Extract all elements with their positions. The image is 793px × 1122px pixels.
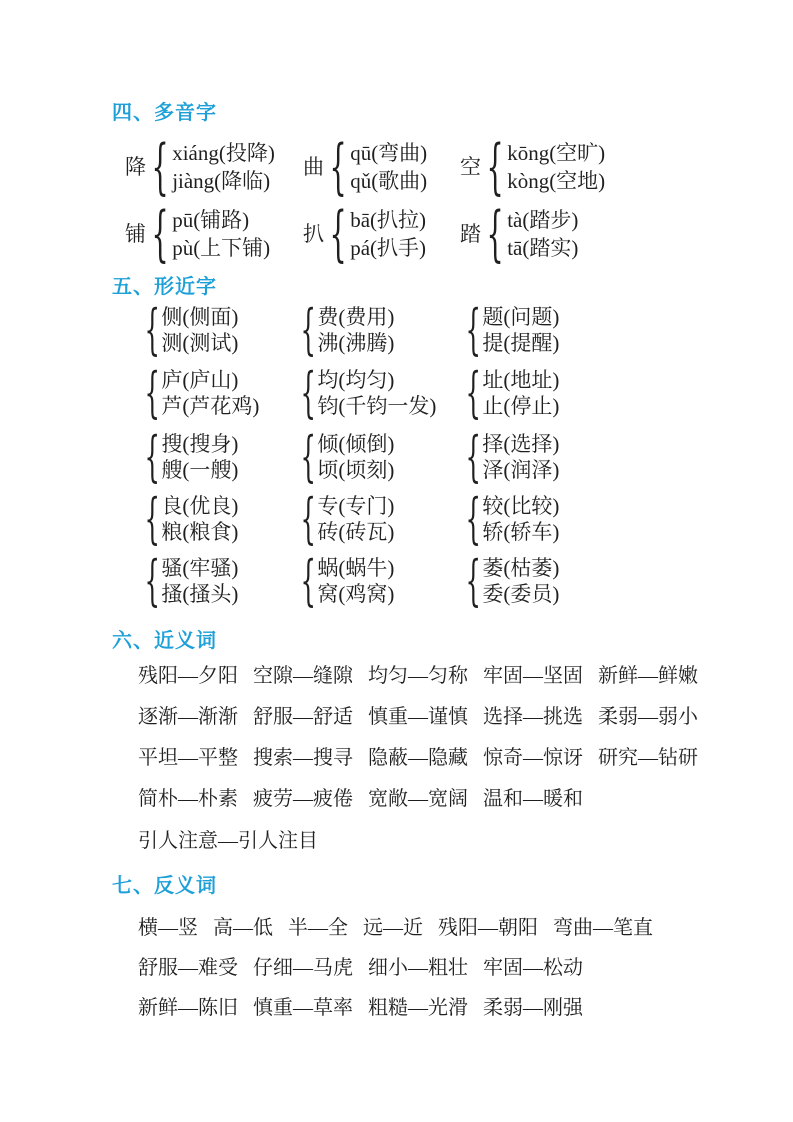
pronunciation-stack [507,206,578,262]
similar-pair-stack [317,555,394,607]
similar-word-line: 顷(顷刻) [317,458,395,482]
base-character: 降 [125,155,146,179]
similar-word-line: 提(提醒) [482,331,560,355]
similar-pair-entry [462,487,560,550]
pronunciation-stack [350,139,427,195]
similar-word-line: 委(委员) [482,582,560,606]
brace-glyph: { [465,425,481,488]
section-title-synonyms: 六、近义词 [112,630,217,652]
similar-word-line: 良(优良) [161,494,239,518]
base-character: 铺 [125,222,146,246]
synonym-line: 引人注意—引人注目 [138,830,318,852]
similar-pair-stack [482,304,559,356]
similar-pair-stack [161,367,259,419]
brace-glyph: { [151,132,169,202]
similar-word-line: 择(选择) [482,432,560,456]
brace-glyph: { [144,487,160,550]
polyphonic-entry [125,199,303,269]
similar-pair-stack [482,493,559,545]
pronunciation-line: qū(弯曲) [350,141,428,165]
similar-word-line: 蜗(蜗牛) [317,556,395,580]
brace-glyph: { [465,298,481,361]
similar-word-line: 倾(倾倒) [317,432,395,456]
similar-pair-stack [161,493,238,545]
base-character: 扒 [303,222,324,246]
brace-glyph: { [300,549,316,612]
similar-pair-stack [482,555,559,607]
similar-pair-entry [141,549,297,612]
similar-pair-entry [297,549,462,612]
similar-word-line: 较(比较) [482,494,560,518]
antonym-line: 横—竖 高—低 半—全 远—近 残阳—朝阳 弯曲—笔直 [138,917,653,939]
brace-glyph: { [465,549,481,612]
similar-word-line: 止(停止) [482,394,560,418]
similar-word-line: 搔(搔头) [161,582,239,606]
pronunciation-line: xiáng(投降) [172,141,275,165]
similar-word-line: 题(问题) [482,305,560,329]
pronunciation-stack [350,206,426,262]
similar-word-line: 搜(搜身) [161,432,239,456]
brace-glyph: { [465,361,481,424]
similar-pair-entry [141,298,297,361]
brace-glyph: { [144,425,160,488]
similar-characters-row [141,487,560,550]
pronunciation-line: kōng(空旷) [507,141,606,165]
similar-pair-entry [297,298,462,361]
polyphonic-entry [303,199,460,269]
brace-glyph: { [300,425,316,488]
brace-glyph: { [465,487,481,550]
similar-pair-stack [482,367,559,419]
pronunciation-line: pá(扒手) [350,236,426,260]
brace-glyph: { [151,199,169,269]
polyphonic-row [125,132,606,202]
similar-pair-entry [462,425,560,488]
polyphonic-entry [460,199,579,269]
similar-pair-entry [141,487,297,550]
similar-word-line: 庐(庐山) [161,368,239,392]
synonym-line: 残阳—夕阳 空隙—缝隙 均匀—匀称 牢固—坚固 新鲜—鲜嫩 [138,665,698,687]
similar-word-line: 均(均匀) [317,368,395,392]
similar-pair-stack [317,493,394,545]
brace-glyph: { [144,361,160,424]
similar-word-line: 沸(沸腾) [317,331,395,355]
similar-pair-stack [317,367,436,419]
polyphonic-entry [125,132,303,202]
similar-word-line: 测(测试) [161,331,239,355]
synonym-line: 简朴—朴素 疲劳—疲倦 宽敞—宽阔 温和—暖和 [138,788,583,810]
polyphonic-entry [303,132,460,202]
synonym-line: 逐渐—渐渐 舒服—舒适 慎重—谨慎 选择—挑选 柔弱—弱小 [138,706,698,728]
similar-word-line: 费(费用) [317,305,395,329]
base-character: 曲 [303,155,324,179]
base-character: 空 [460,155,481,179]
brace-glyph: { [300,487,316,550]
similar-pair-entry [141,425,297,488]
section-title-similar-characters: 五、形近字 [112,276,217,298]
pronunciation-line: pū(铺路) [172,208,250,232]
pronunciation-stack [172,206,270,262]
similar-pair-stack [161,555,238,607]
similar-word-line: 砖(砖瓦) [317,520,395,544]
similar-word-line: 粮(粮食) [161,520,239,544]
similar-word-line: 艘(一艘) [161,458,239,482]
similar-pair-entry [462,549,560,612]
similar-word-line: 窝(鸡窝) [317,582,395,606]
similar-word-line: 钧(千钧一发) [317,394,437,418]
similar-characters-row [141,361,560,424]
similar-word-line: 萎(枯萎) [482,556,560,580]
pronunciation-line: bā(扒拉) [350,208,426,232]
brace-glyph: { [300,298,316,361]
brace-glyph: { [144,549,160,612]
similar-word-line: 泽(润泽) [482,458,560,482]
brace-glyph: { [329,199,347,269]
similar-word-line: 址(地址) [482,368,560,392]
similar-characters-row [141,549,560,612]
brace-glyph: { [144,298,160,361]
similar-pair-entry [297,361,462,424]
similar-pair-entry [141,361,297,424]
antonym-line: 舒服—难受 仔细—马虎 细小—粗壮 牢固—松动 [138,957,583,979]
section-title-antonyms: 七、反义词 [112,875,217,897]
brace-glyph: { [300,361,316,424]
similar-characters-row [141,298,560,361]
antonym-line: 新鲜—陈旧 慎重—草率 粗糙—光滑 柔弱—刚强 [138,997,583,1019]
pronunciation-stack [507,139,605,195]
section-title-polyphonic: 四、多音字 [112,102,217,124]
pronunciation-line: qǔ(歌曲) [350,169,428,193]
pronunciation-line: tà(踏步) [507,208,579,232]
similar-pair-entry [462,298,560,361]
pronunciation-line: tā(踏实) [507,236,579,260]
pronunciation-line: kòng(空地) [507,169,606,193]
brace-glyph: { [486,199,504,269]
similar-pair-stack [482,431,559,483]
similar-pair-entry [297,425,462,488]
similar-pair-stack [317,431,394,483]
brace-glyph: { [486,132,504,202]
similar-word-line: 侧(侧面) [161,305,239,329]
similar-pair-stack [317,304,394,356]
synonym-line: 平坦—平整 搜索—搜寻 隐蔽—隐藏 惊奇—惊讶 研究—钻研 [138,747,698,769]
pronunciation-line: jiàng(降临) [172,169,271,193]
pronunciation-stack [172,139,275,195]
similar-pair-stack [161,431,238,483]
pronunciation-line: pù(上下铺) [172,236,271,260]
similar-word-line: 轿(轿车) [482,520,560,544]
similar-characters-row [141,425,560,488]
similar-word-line: 骚(牢骚) [161,556,239,580]
similar-pair-entry [297,487,462,550]
similar-word-line: 专(专门) [317,494,395,518]
similar-word-line: 芦(芦花鸡) [161,394,260,418]
base-character: 踏 [460,222,481,246]
brace-glyph: { [329,132,347,202]
polyphonic-row [125,199,579,269]
similar-pair-stack [161,304,238,356]
polyphonic-entry [460,132,606,202]
similar-pair-entry [462,361,560,424]
